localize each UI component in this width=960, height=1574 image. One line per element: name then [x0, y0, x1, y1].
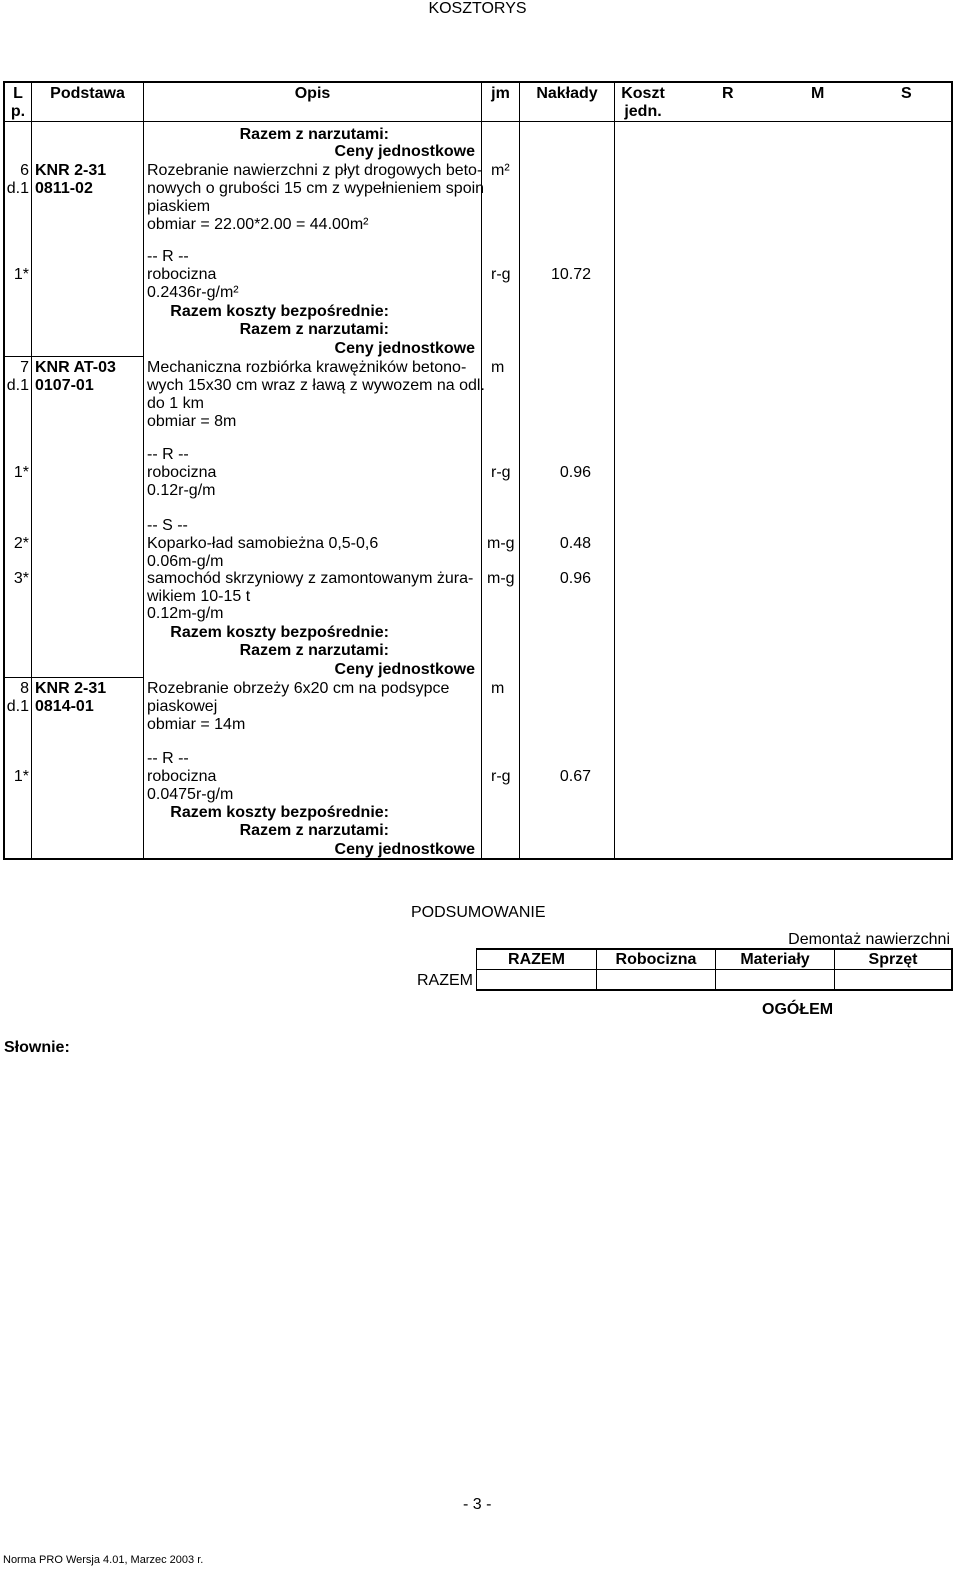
- summary-col-razem: RAZEM: [508, 951, 565, 968]
- item-opis: Mechaniczna rozbiórka krawężników betono- wych 15x30 cm wraz z ławą z wywozem na odl. do 1 km obmiar = 8m: [147, 359, 485, 430]
- resource-norm: 0.12m-g/m: [147, 605, 224, 622]
- ceny-jednostkowe: Ceny jednostkowe: [334, 661, 475, 678]
- resource-value: 0.96: [559, 570, 591, 587]
- header-koszt: Koszt jedn.: [621, 85, 665, 120]
- item-lp: 8 d.1: [6, 680, 29, 715]
- resource-name: robocizna: [147, 768, 217, 785]
- header-naklady: Nakłady: [536, 85, 598, 102]
- resource-lp: 1*: [13, 464, 29, 481]
- page-number: - 3 -: [463, 1496, 492, 1513]
- header-r: R: [722, 85, 734, 102]
- r-section-header: -- R --: [147, 446, 189, 463]
- razem-z-narzutami: Razem z narzutami:: [239, 642, 389, 659]
- summary-title: PODSUMOWANIE: [411, 904, 546, 921]
- resource-value: 0.48: [559, 535, 591, 552]
- resource-lp: 2*: [13, 535, 29, 552]
- razem-z-narzutami: Razem z narzutami:: [239, 321, 389, 338]
- header-s: S: [901, 85, 912, 102]
- resource-name: robocizna: [147, 266, 217, 283]
- resource-jm: m-g: [487, 535, 515, 552]
- item-podstawa: KNR 2-31 0811-02: [35, 162, 107, 197]
- resource-norm: 0.2436r-g/m²: [147, 284, 239, 301]
- summary-section-name: Demontaż nawierzchni: [788, 931, 950, 948]
- r-section-header: -- R --: [147, 248, 189, 265]
- resource-jm: r-g: [491, 266, 511, 283]
- header-opis: Opis: [294, 85, 331, 102]
- summary-col-robocizna: Robocizna: [615, 951, 697, 968]
- resource-jm: m-g: [487, 570, 515, 587]
- razem-koszty: Razem koszty bezpośrednie:: [170, 804, 389, 821]
- resource-name: robocizna: [147, 464, 217, 481]
- razem-koszty: Razem koszty bezpośrednie:: [170, 624, 389, 641]
- razem-z-narzutami: Razem z narzutami:: [239, 126, 389, 143]
- header-m: M: [811, 85, 825, 102]
- resource-lp: 3*: [13, 570, 29, 587]
- item-podstawa: KNR AT-03 0107-01: [35, 359, 116, 394]
- item-jm: m²: [491, 162, 510, 179]
- footer-version: Norma PRO Wersja 4.01, Marzec 2003 r.: [3, 1554, 204, 1566]
- item-jm: m: [491, 359, 505, 376]
- header-jm: jm: [491, 85, 510, 102]
- resource-norm: 0.0475r-g/m: [147, 786, 234, 803]
- resource-jm: r-g: [491, 464, 511, 481]
- razem-koszty: Razem koszty bezpośrednie:: [170, 303, 389, 320]
- summary-total-label: OGÓŁEM: [762, 1001, 834, 1018]
- item-lp: 7 d.1: [6, 359, 29, 394]
- summary-col-sprzet: Sprzęt: [868, 951, 918, 968]
- item-podstawa: KNR 2-31 0814-01: [35, 680, 107, 715]
- resource-lp: 1*: [13, 266, 29, 283]
- summary-row-label: RAZEM: [417, 972, 473, 989]
- r-section-header: -- R --: [147, 750, 189, 767]
- item-lp: 6 d.1: [6, 162, 29, 197]
- resource-lp: 1*: [13, 768, 29, 785]
- ceny-jednostkowe: Ceny jednostkowe: [334, 841, 475, 858]
- item-jm: m: [491, 680, 505, 697]
- slownie-label: Słownie:: [4, 1039, 70, 1056]
- header-lp: L p.: [10, 85, 26, 120]
- ceny-jednostkowe: Ceny jednostkowe: [334, 143, 475, 160]
- resource-value: 0.67: [559, 768, 591, 785]
- s-section-header: -- S --: [147, 517, 188, 534]
- item-opis: Rozebranie obrzeży 6x20 cm na podsypce piaskowej obmiar = 14m: [147, 680, 450, 733]
- razem-z-narzutami: Razem z narzutami:: [239, 822, 389, 839]
- summary-col-materialy: Materiały: [740, 951, 810, 968]
- header-podstawa: Podstawa: [50, 85, 125, 102]
- resource-name: samochód skrzyniowy z zamontowanym żura- wikiem 10-15 t: [147, 570, 474, 605]
- resource-name: Koparko-ład samobieżna 0,5-0,6: [147, 535, 379, 552]
- resource-value: 10.72: [550, 266, 591, 283]
- page-title: KOSZTORYS: [428, 0, 527, 17]
- resource-norm: 0.12r-g/m: [147, 482, 216, 499]
- resource-value: 0.96: [559, 464, 591, 481]
- item-opis: Rozebranie nawierzchni z płyt drogowych beto- nowych o grubości 15 cm z wypełnieniem spoin piaskiem obmiar = 22.00*2.00 = 44.00m²: [147, 162, 485, 233]
- resource-jm: r-g: [491, 768, 511, 785]
- resource-norm: 0.06m-g/m: [147, 553, 224, 570]
- ceny-jednostkowe: Ceny jednostkowe: [334, 340, 475, 357]
